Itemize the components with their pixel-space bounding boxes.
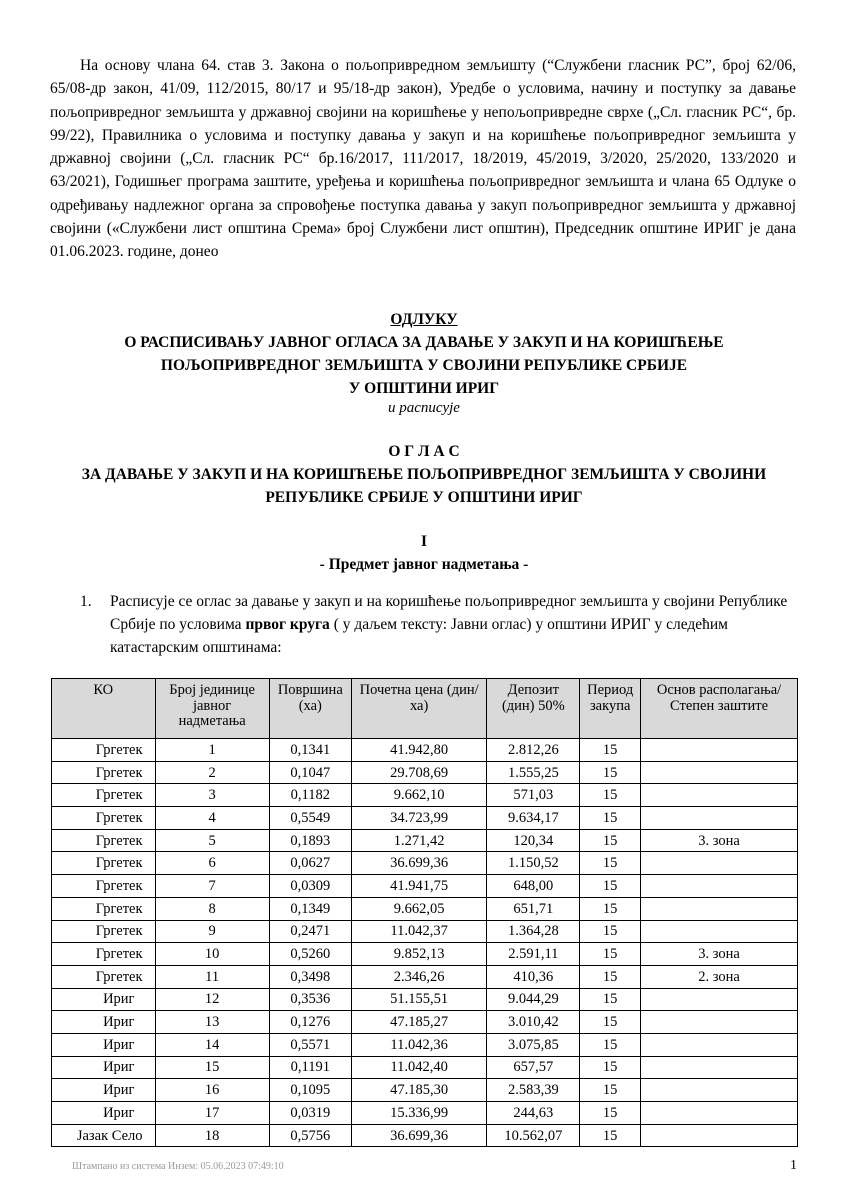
cell-unit-number: 16 [155, 1079, 269, 1102]
cell-basis [641, 988, 798, 1011]
cell-ko: Ириг [52, 1079, 156, 1102]
cell-start-price: 51.155,51 [351, 988, 487, 1011]
cell-unit-number: 13 [155, 1011, 269, 1034]
cell-start-price: 41.942,80 [351, 739, 487, 762]
cell-unit-number: 4 [155, 807, 269, 830]
table-row [52, 739, 798, 762]
cell-ko: Гргетек [52, 852, 156, 875]
cell-ko: Гргетек [52, 943, 156, 966]
cell-unit-number: 5 [155, 829, 269, 852]
cell-lease-period: 15 [580, 897, 641, 920]
cell-basis [641, 1102, 798, 1125]
cell-unit-number: 2 [155, 761, 269, 784]
cell-unit-number: 1 [155, 739, 269, 762]
col-header-basis: Основ располагања/Степен заштите [641, 679, 798, 739]
cell-area: 0,1047 [269, 761, 351, 784]
table-row [52, 1102, 798, 1125]
cell-basis [641, 761, 798, 784]
cell-ko: Гргетек [52, 920, 156, 943]
cell-deposit: 657,57 [487, 1056, 580, 1079]
cell-basis: 2. зона [641, 965, 798, 988]
cell-lease-period: 15 [580, 1011, 641, 1034]
cell-start-price: 15.336,99 [351, 1102, 487, 1125]
cell-lease-period: 15 [580, 761, 641, 784]
cell-start-price: 2.346,26 [351, 965, 487, 988]
cell-area: 0,5571 [269, 1033, 351, 1056]
print-footer: Штампано из система Инзем: 05.06.2023 07:49:10 [72, 1161, 284, 1172]
section-heading [0, 530, 848, 576]
cell-area: 0,5549 [269, 807, 351, 830]
auction-units-table [51, 678, 798, 1147]
table-row [52, 875, 798, 898]
cell-lease-period: 15 [580, 875, 641, 898]
cell-deposit: 648,00 [487, 875, 580, 898]
cell-ko: Гргетек [52, 807, 156, 830]
cell-area: 0,5756 [269, 1124, 351, 1147]
cell-deposit: 3.010,42 [487, 1011, 580, 1034]
cell-deposit: 9.044,29 [487, 988, 580, 1011]
cell-start-price: 1.271,42 [351, 829, 487, 852]
cell-area: 0,1893 [269, 829, 351, 852]
cell-ko: Гргетек [52, 761, 156, 784]
table-row [52, 1056, 798, 1079]
cell-ko: Гргетек [52, 875, 156, 898]
cell-start-price: 36.699,36 [351, 852, 487, 875]
cell-start-price: 34.723,99 [351, 807, 487, 830]
cell-basis [641, 784, 798, 807]
cell-area: 0,1182 [269, 784, 351, 807]
cell-lease-period: 15 [580, 784, 641, 807]
cell-basis [641, 1079, 798, 1102]
cell-lease-period: 15 [580, 1102, 641, 1125]
decision-block [0, 331, 848, 417]
cell-deposit: 1.555,25 [487, 761, 580, 784]
section-title: - Предмет јавног надметања - [319, 556, 529, 573]
cell-deposit: 571,03 [487, 784, 580, 807]
col-header-lease-period: Период закупа [580, 679, 641, 739]
decision-heading [0, 308, 848, 331]
cell-deposit: 651,71 [487, 897, 580, 920]
cell-area: 0,3498 [269, 965, 351, 988]
notice-title: О Г Л А С [388, 443, 460, 460]
cell-lease-period: 15 [580, 988, 641, 1011]
notice-block [0, 440, 848, 509]
cell-basis [641, 1011, 798, 1034]
cell-area: 0,2471 [269, 920, 351, 943]
decision-line-1: О РАСПИСИВАЊУ ЈАВНОГ ОГЛАСА ЗА ДАВАЊЕ У ЗАКУП И НА КОРИШЋЕЊЕ [124, 334, 724, 351]
table-row [52, 920, 798, 943]
cell-start-price: 9.852,13 [351, 943, 487, 966]
cell-deposit: 2.591,11 [487, 943, 580, 966]
cell-lease-period: 15 [580, 920, 641, 943]
cell-basis [641, 807, 798, 830]
notice-line-1: ЗА ДАВАЊЕ У ЗАКУП И НА КОРИШЋЕЊЕ ПОЉОПРИВРЕДНОГ ЗЕМЉИШТА У СВОЈИНИ [81, 466, 767, 483]
col-header-deposit: Депозит (дин) 50% [487, 679, 580, 739]
col-header-unit-number: Број јединице јавног надметања [155, 679, 269, 739]
cell-basis [641, 1124, 798, 1147]
cell-start-price: 29.708,69 [351, 761, 487, 784]
cell-unit-number: 15 [155, 1056, 269, 1079]
notice-line-2: РЕПУБЛИКЕ СРБИЈЕ У ОПШТИНИ ИРИГ [265, 489, 583, 506]
cell-start-price: 11.042,36 [351, 1033, 487, 1056]
section-numeral: I [420, 533, 428, 550]
cell-area: 0,0319 [269, 1102, 351, 1125]
cell-unit-number: 12 [155, 988, 269, 1011]
cell-unit-number: 3 [155, 784, 269, 807]
intro-paragraph: На основу члана 64. став 3. Закона о пољопривредном земљишту (“Службени гласник РС”, број 62/06, 65/08-др закон, 41/09, 112/2015, 80/17 и 95/18-др закон), Уредбе о условима, начину и поступку за давање пољопривредног земљишта у државној својини на коришћење у непољопривредне сврхе („Сл. гласник РС“, бр. 99/22), Правилника о условима и поступку давања у закуп и на коришћење пољопривредног земљишта у државној својини („Сл. гласник РС“ бр.16/2017, 111/2017, 18/2019, 45/2019, 3/2020, 25/2020, 133/2020 и 63/2021), Годишњег програма заштите, уређења и коришћења пољопривредног земљишта и члана 65 Одлуке о одређивању надлежног органа за спровођење поступка давања у закуп пољопривредног земљишта у државној својини («Службени лист општина Срема» број Службени лист општин), Председник општине ИРИГ је дана 01.06.2023. године, донео [50, 57, 796, 261]
cell-lease-period: 15 [580, 1124, 641, 1147]
cell-ko: Ириг [52, 1102, 156, 1125]
table-row [52, 1011, 798, 1034]
cell-start-price: 9.662,10 [351, 784, 487, 807]
item-text-before: Расписује се оглас за давање у закуп и на коришћење пољопривредног земљишта у својини Републике Србије по условима [110, 593, 788, 633]
table-row [52, 1124, 798, 1147]
table-row [52, 852, 798, 875]
cell-ko: Гргетек [52, 739, 156, 762]
cell-basis [641, 897, 798, 920]
item-text-bold: првог круга [245, 616, 330, 633]
cell-start-price: 9.662,05 [351, 897, 487, 920]
cell-deposit: 410,36 [487, 965, 580, 988]
cell-unit-number: 10 [155, 943, 269, 966]
item-text-after: ( у даљем тексту: Јавни оглас) у општини ИРИГ у следећим катастарским општинама: [110, 616, 728, 656]
cell-area: 0,5260 [269, 943, 351, 966]
cell-lease-period: 15 [580, 829, 641, 852]
table-body [52, 739, 798, 1147]
cell-area: 0,1341 [269, 739, 351, 762]
table-row [52, 1033, 798, 1056]
cell-basis [641, 739, 798, 762]
decision-title: ОДЛУКУ [390, 311, 458, 328]
cell-start-price: 11.042,40 [351, 1056, 487, 1079]
cell-deposit: 10.562,07 [487, 1124, 580, 1147]
cell-deposit: 1.150,52 [487, 852, 580, 875]
cell-unit-number: 7 [155, 875, 269, 898]
cell-ko: Ириг [52, 1011, 156, 1034]
cell-start-price: 47.185,30 [351, 1079, 487, 1102]
cell-lease-period: 15 [580, 807, 641, 830]
cell-ko: Гргетек [52, 965, 156, 988]
cell-unit-number: 8 [155, 897, 269, 920]
cell-ko: Ириг [52, 1033, 156, 1056]
table-row [52, 807, 798, 830]
table-row [52, 829, 798, 852]
cell-start-price: 47.185,27 [351, 1011, 487, 1034]
decision-line-2: ПОЉОПРИВРЕДНОГ ЗЕМЉИШТА У СВОЈИНИ РЕПУБЛИКЕ СРБИЈЕ [160, 357, 688, 374]
cell-lease-period: 15 [580, 1079, 641, 1102]
page-number: 1 [790, 1158, 797, 1173]
list-item-number: 1. [80, 593, 92, 610]
list-item-text [110, 590, 800, 659]
cell-area: 0,1276 [269, 1011, 351, 1034]
cell-lease-period: 15 [580, 965, 641, 988]
cell-basis [641, 875, 798, 898]
cell-unit-number: 17 [155, 1102, 269, 1125]
cell-area: 0,1095 [269, 1079, 351, 1102]
table-row [52, 784, 798, 807]
cell-area: 0,3536 [269, 988, 351, 1011]
table-row [52, 943, 798, 966]
table-row [52, 965, 798, 988]
cell-basis [641, 1033, 798, 1056]
col-header-area: Површина (ха) [269, 679, 351, 739]
col-header-ko: КО [52, 679, 156, 739]
cell-lease-period: 15 [580, 1033, 641, 1056]
cell-start-price: 36.699,36 [351, 1124, 487, 1147]
cell-basis: 3. зона [641, 829, 798, 852]
cell-deposit: 244,63 [487, 1102, 580, 1125]
cell-area: 0,1349 [269, 897, 351, 920]
cell-deposit: 1.364,28 [487, 920, 580, 943]
cell-ko: Ириг [52, 988, 156, 1011]
table-row [52, 988, 798, 1011]
cell-basis [641, 920, 798, 943]
table-row [52, 761, 798, 784]
cell-lease-period: 15 [580, 943, 641, 966]
cell-lease-period: 15 [580, 1056, 641, 1079]
cell-unit-number: 11 [155, 965, 269, 988]
cell-lease-period: 15 [580, 852, 641, 875]
cell-basis [641, 1056, 798, 1079]
table-row [52, 1079, 798, 1102]
cell-unit-number: 18 [155, 1124, 269, 1147]
cell-deposit: 9.634,17 [487, 807, 580, 830]
cell-ko: Јазак Село [52, 1124, 156, 1147]
col-header-start-price: Почетна цена (дин/ха) [351, 679, 487, 739]
cell-unit-number: 9 [155, 920, 269, 943]
cell-deposit: 3.075,85 [487, 1033, 580, 1056]
cell-deposit: 2.583,39 [487, 1079, 580, 1102]
cell-ko: Гргетек [52, 829, 156, 852]
cell-basis [641, 852, 798, 875]
cell-unit-number: 14 [155, 1033, 269, 1056]
cell-deposit: 2.812,26 [487, 739, 580, 762]
table-header-row [52, 679, 798, 739]
cell-ko: Гргетек [52, 784, 156, 807]
table-row [52, 897, 798, 920]
decision-line-3: У ОПШТИНИ ИРИГ [348, 380, 500, 397]
cell-basis: 3. зона [641, 943, 798, 966]
cell-ko: Гргетек [52, 897, 156, 920]
cell-area: 0,1191 [269, 1056, 351, 1079]
decision-subtitle: и расписује [388, 400, 460, 416]
cell-ko: Ириг [52, 1056, 156, 1079]
cell-deposit: 120,34 [487, 829, 580, 852]
cell-start-price: 11.042,37 [351, 920, 487, 943]
cell-unit-number: 6 [155, 852, 269, 875]
cell-area: 0,0627 [269, 852, 351, 875]
cell-area: 0,0309 [269, 875, 351, 898]
cell-start-price: 41.941,75 [351, 875, 487, 898]
cell-lease-period: 15 [580, 739, 641, 762]
